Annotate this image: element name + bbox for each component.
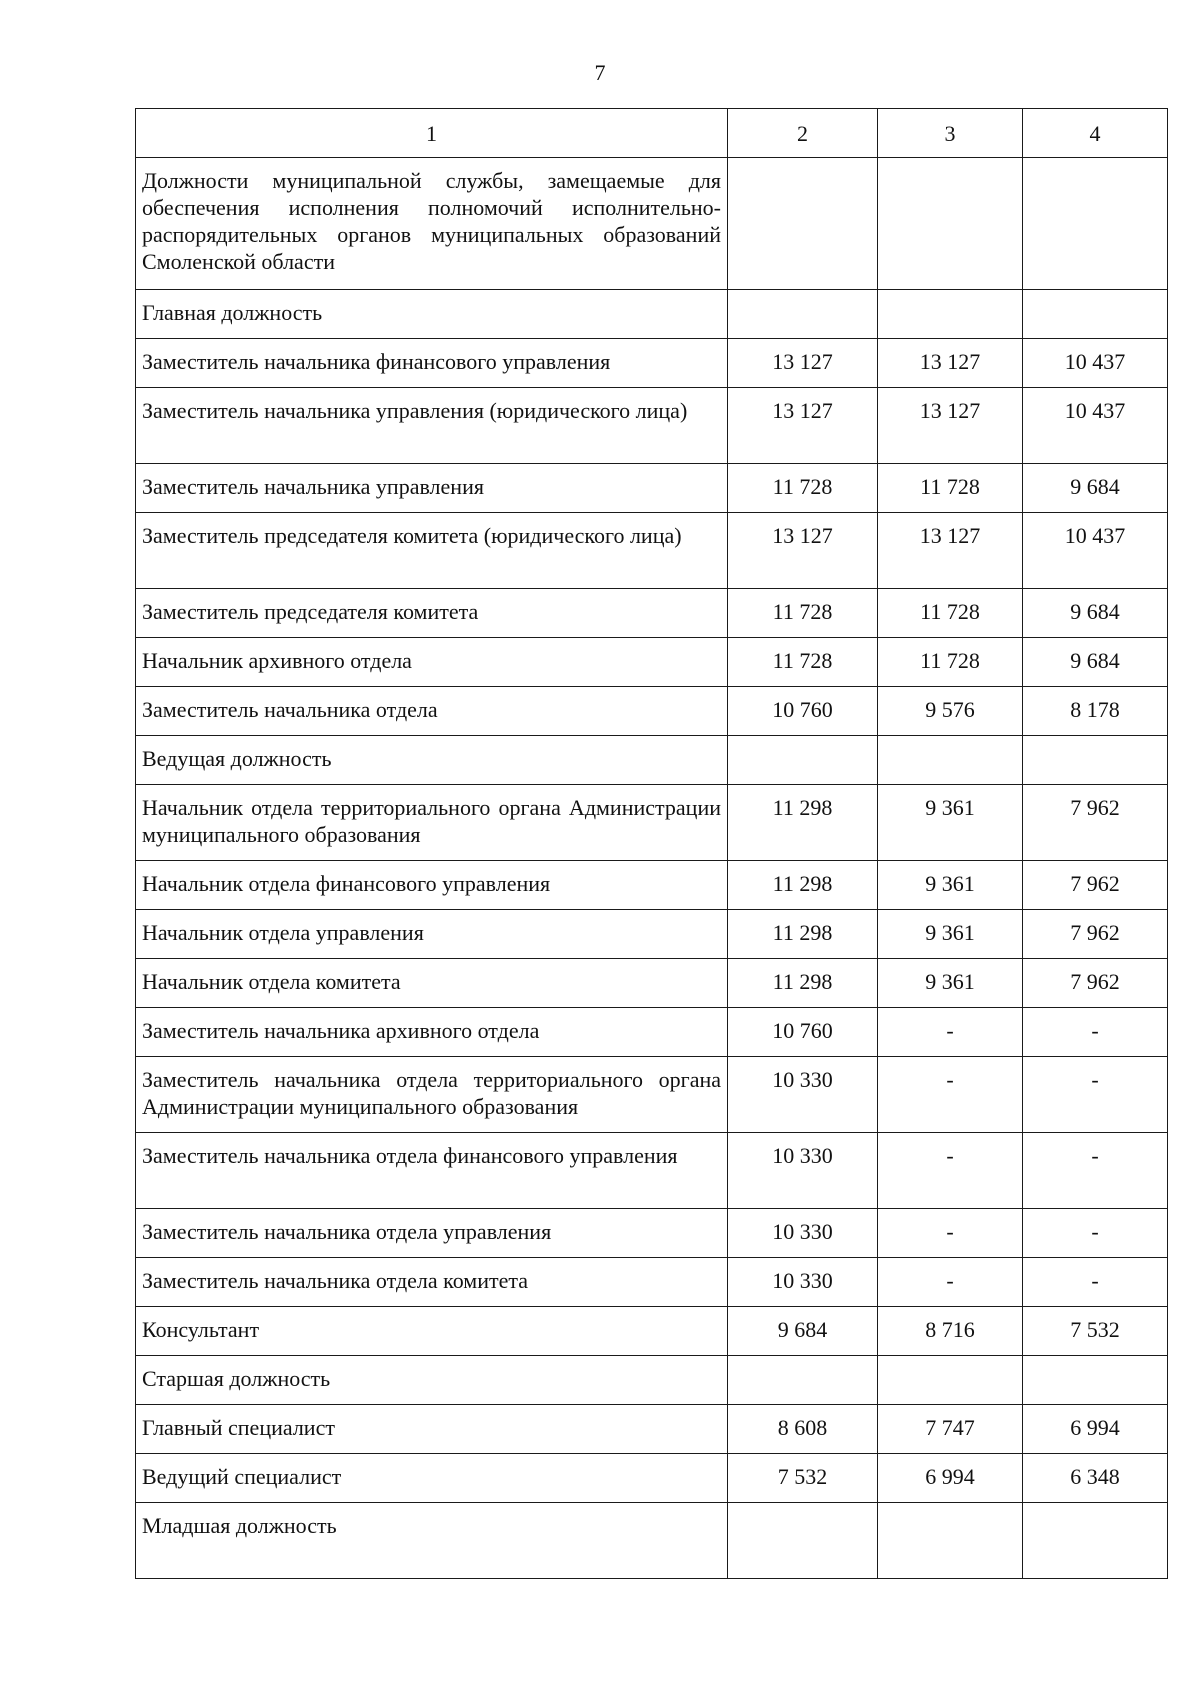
value-cell-col2: 11 298: [728, 785, 878, 861]
value-cell-col3: [878, 158, 1023, 290]
value-cell-col3: 13 127: [878, 388, 1023, 464]
value-cell-col2: 11 298: [728, 959, 878, 1008]
value-cell-col4: 6 348: [1023, 1454, 1168, 1503]
value-cell-col3: 11 728: [878, 589, 1023, 638]
value-cell-col3: -: [878, 1008, 1023, 1057]
value-cell-col2: 11 728: [728, 589, 878, 638]
value-cell-col2: 11 298: [728, 861, 878, 910]
value-cell-col4: 8 178: [1023, 687, 1168, 736]
table-row: [136, 1405, 1168, 1454]
table-header-row: [136, 109, 1168, 158]
value-cell-col4: 6 994: [1023, 1405, 1168, 1454]
value-cell-col3: 8 716: [878, 1307, 1023, 1356]
position-name-cell: Консультант: [136, 1307, 728, 1356]
value-cell-col2: 10 330: [728, 1209, 878, 1258]
table-row: [136, 736, 1168, 785]
value-cell-col3: 9 576: [878, 687, 1023, 736]
table-row: [136, 513, 1168, 589]
value-cell-col4: -: [1023, 1008, 1168, 1057]
value-cell-col4: -: [1023, 1258, 1168, 1307]
value-cell-col3: -: [878, 1057, 1023, 1133]
value-cell-col4: 9 684: [1023, 589, 1168, 638]
value-cell-col3: 9 361: [878, 959, 1023, 1008]
position-name-cell: Заместитель начальника отдела: [136, 687, 728, 736]
column-header-1: 1: [136, 109, 728, 158]
value-cell-col4: 10 437: [1023, 388, 1168, 464]
value-cell-col4: 7 532: [1023, 1307, 1168, 1356]
value-cell-col4: [1023, 158, 1168, 290]
table-row: [136, 785, 1168, 861]
value-cell-col3: 13 127: [878, 513, 1023, 589]
value-cell-col3: 9 361: [878, 785, 1023, 861]
value-cell-col4: -: [1023, 1057, 1168, 1133]
value-cell-col3: 7 747: [878, 1405, 1023, 1454]
column-header-2: 2: [728, 109, 878, 158]
value-cell-col4: [1023, 1503, 1168, 1579]
table-row: [136, 1258, 1168, 1307]
value-cell-col3: [878, 736, 1023, 785]
position-name-cell: Заместитель начальника управления (юридического лица): [136, 388, 728, 464]
value-cell-col4: 10 437: [1023, 339, 1168, 388]
position-name-cell: Должности муниципальной службы, замещаемые для обеспечения исполнения полномочий исполнительно-распорядительных органов муниципальных образований Смоленской области: [136, 158, 728, 290]
value-cell-col3: -: [878, 1133, 1023, 1209]
value-cell-col2: [728, 290, 878, 339]
value-cell-col3: -: [878, 1209, 1023, 1258]
table-row: [136, 1133, 1168, 1209]
position-name-cell: Главный специалист: [136, 1405, 728, 1454]
table-row: [136, 1209, 1168, 1258]
table-row: [136, 959, 1168, 1008]
value-cell-col2: 10 760: [728, 1008, 878, 1057]
position-name-cell: Заместитель начальника отдела финансового управления: [136, 1133, 728, 1209]
value-cell-col2: 13 127: [728, 513, 878, 589]
position-name-cell: Начальник архивного отдела: [136, 638, 728, 687]
value-cell-col2: 10 330: [728, 1258, 878, 1307]
table-row: [136, 158, 1168, 290]
value-cell-col2: 11 728: [728, 638, 878, 687]
position-name-cell: Заместитель начальника отдела территориального органа Администрации муниципального образования: [136, 1057, 728, 1133]
position-name-cell: Заместитель начальника отдела управления: [136, 1209, 728, 1258]
value-cell-col3: [878, 1503, 1023, 1579]
value-cell-col3: -: [878, 1258, 1023, 1307]
value-cell-col2: [728, 1503, 878, 1579]
value-cell-col4: 10 437: [1023, 513, 1168, 589]
position-name-cell: Главная должность: [136, 290, 728, 339]
table-row: [136, 861, 1168, 910]
position-name-cell: Ведущая должность: [136, 736, 728, 785]
table-row: [136, 388, 1168, 464]
position-name-cell: Начальник отдела финансового управления: [136, 861, 728, 910]
table-row: [136, 1503, 1168, 1579]
value-cell-col3: 9 361: [878, 910, 1023, 959]
page-number: 7: [594, 60, 606, 85]
table-row: [136, 589, 1168, 638]
value-cell-col2: 8 608: [728, 1405, 878, 1454]
value-cell-col4: -: [1023, 1133, 1168, 1209]
position-name-cell: Начальник отдела управления: [136, 910, 728, 959]
value-cell-col4: 9 684: [1023, 638, 1168, 687]
column-header-3: 3: [878, 109, 1023, 158]
table-row: [136, 687, 1168, 736]
table-row: [136, 464, 1168, 513]
table-row: [136, 339, 1168, 388]
value-cell-col4: 9 684: [1023, 464, 1168, 513]
value-cell-col2: 10 760: [728, 687, 878, 736]
table-row: [136, 910, 1168, 959]
position-name-cell: Младшая должность: [136, 1503, 728, 1579]
salary-table: [135, 108, 1168, 1579]
value-cell-col3: 6 994: [878, 1454, 1023, 1503]
position-name-cell: Начальник отдела территориального органа Администрации муниципального образования: [136, 785, 728, 861]
position-name-cell: Заместитель начальника управления: [136, 464, 728, 513]
value-cell-col4: 7 962: [1023, 785, 1168, 861]
value-cell-col3: 9 361: [878, 861, 1023, 910]
table-row: [136, 290, 1168, 339]
value-cell-col2: 13 127: [728, 339, 878, 388]
position-name-cell: Заместитель председателя комитета: [136, 589, 728, 638]
value-cell-col4: 7 962: [1023, 861, 1168, 910]
value-cell-col3: [878, 1356, 1023, 1405]
value-cell-col3: 11 728: [878, 464, 1023, 513]
table-row: [136, 1454, 1168, 1503]
value-cell-col2: 9 684: [728, 1307, 878, 1356]
value-cell-col2: 10 330: [728, 1057, 878, 1133]
value-cell-col4: -: [1023, 1209, 1168, 1258]
value-cell-col4: [1023, 1356, 1168, 1405]
value-cell-col2: 11 728: [728, 464, 878, 513]
value-cell-col4: [1023, 290, 1168, 339]
value-cell-col4: 7 962: [1023, 910, 1168, 959]
position-name-cell: Ведущий специалист: [136, 1454, 728, 1503]
value-cell-col4: 7 962: [1023, 959, 1168, 1008]
value-cell-col4: [1023, 736, 1168, 785]
position-name-cell: Старшая должность: [136, 1356, 728, 1405]
value-cell-col2: [728, 736, 878, 785]
position-name-cell: Заместитель начальника финансового управления: [136, 339, 728, 388]
value-cell-col2: [728, 1356, 878, 1405]
value-cell-col2: 7 532: [728, 1454, 878, 1503]
table-row: [136, 638, 1168, 687]
position-name-cell: Заместитель председателя комитета (юридического лица): [136, 513, 728, 589]
value-cell-col2: 13 127: [728, 388, 878, 464]
position-name-cell: Начальник отдела комитета: [136, 959, 728, 1008]
position-name-cell: Заместитель начальника отдела комитета: [136, 1258, 728, 1307]
table-row: [136, 1057, 1168, 1133]
table-row: [136, 1307, 1168, 1356]
table-row: [136, 1008, 1168, 1057]
table-row: [136, 1356, 1168, 1405]
column-header-4: 4: [1023, 109, 1168, 158]
value-cell-col3: 13 127: [878, 339, 1023, 388]
value-cell-col2: [728, 158, 878, 290]
value-cell-col2: 11 298: [728, 910, 878, 959]
value-cell-col3: 11 728: [878, 638, 1023, 687]
position-name-cell: Заместитель начальника архивного отдела: [136, 1008, 728, 1057]
value-cell-col3: [878, 290, 1023, 339]
value-cell-col2: 10 330: [728, 1133, 878, 1209]
